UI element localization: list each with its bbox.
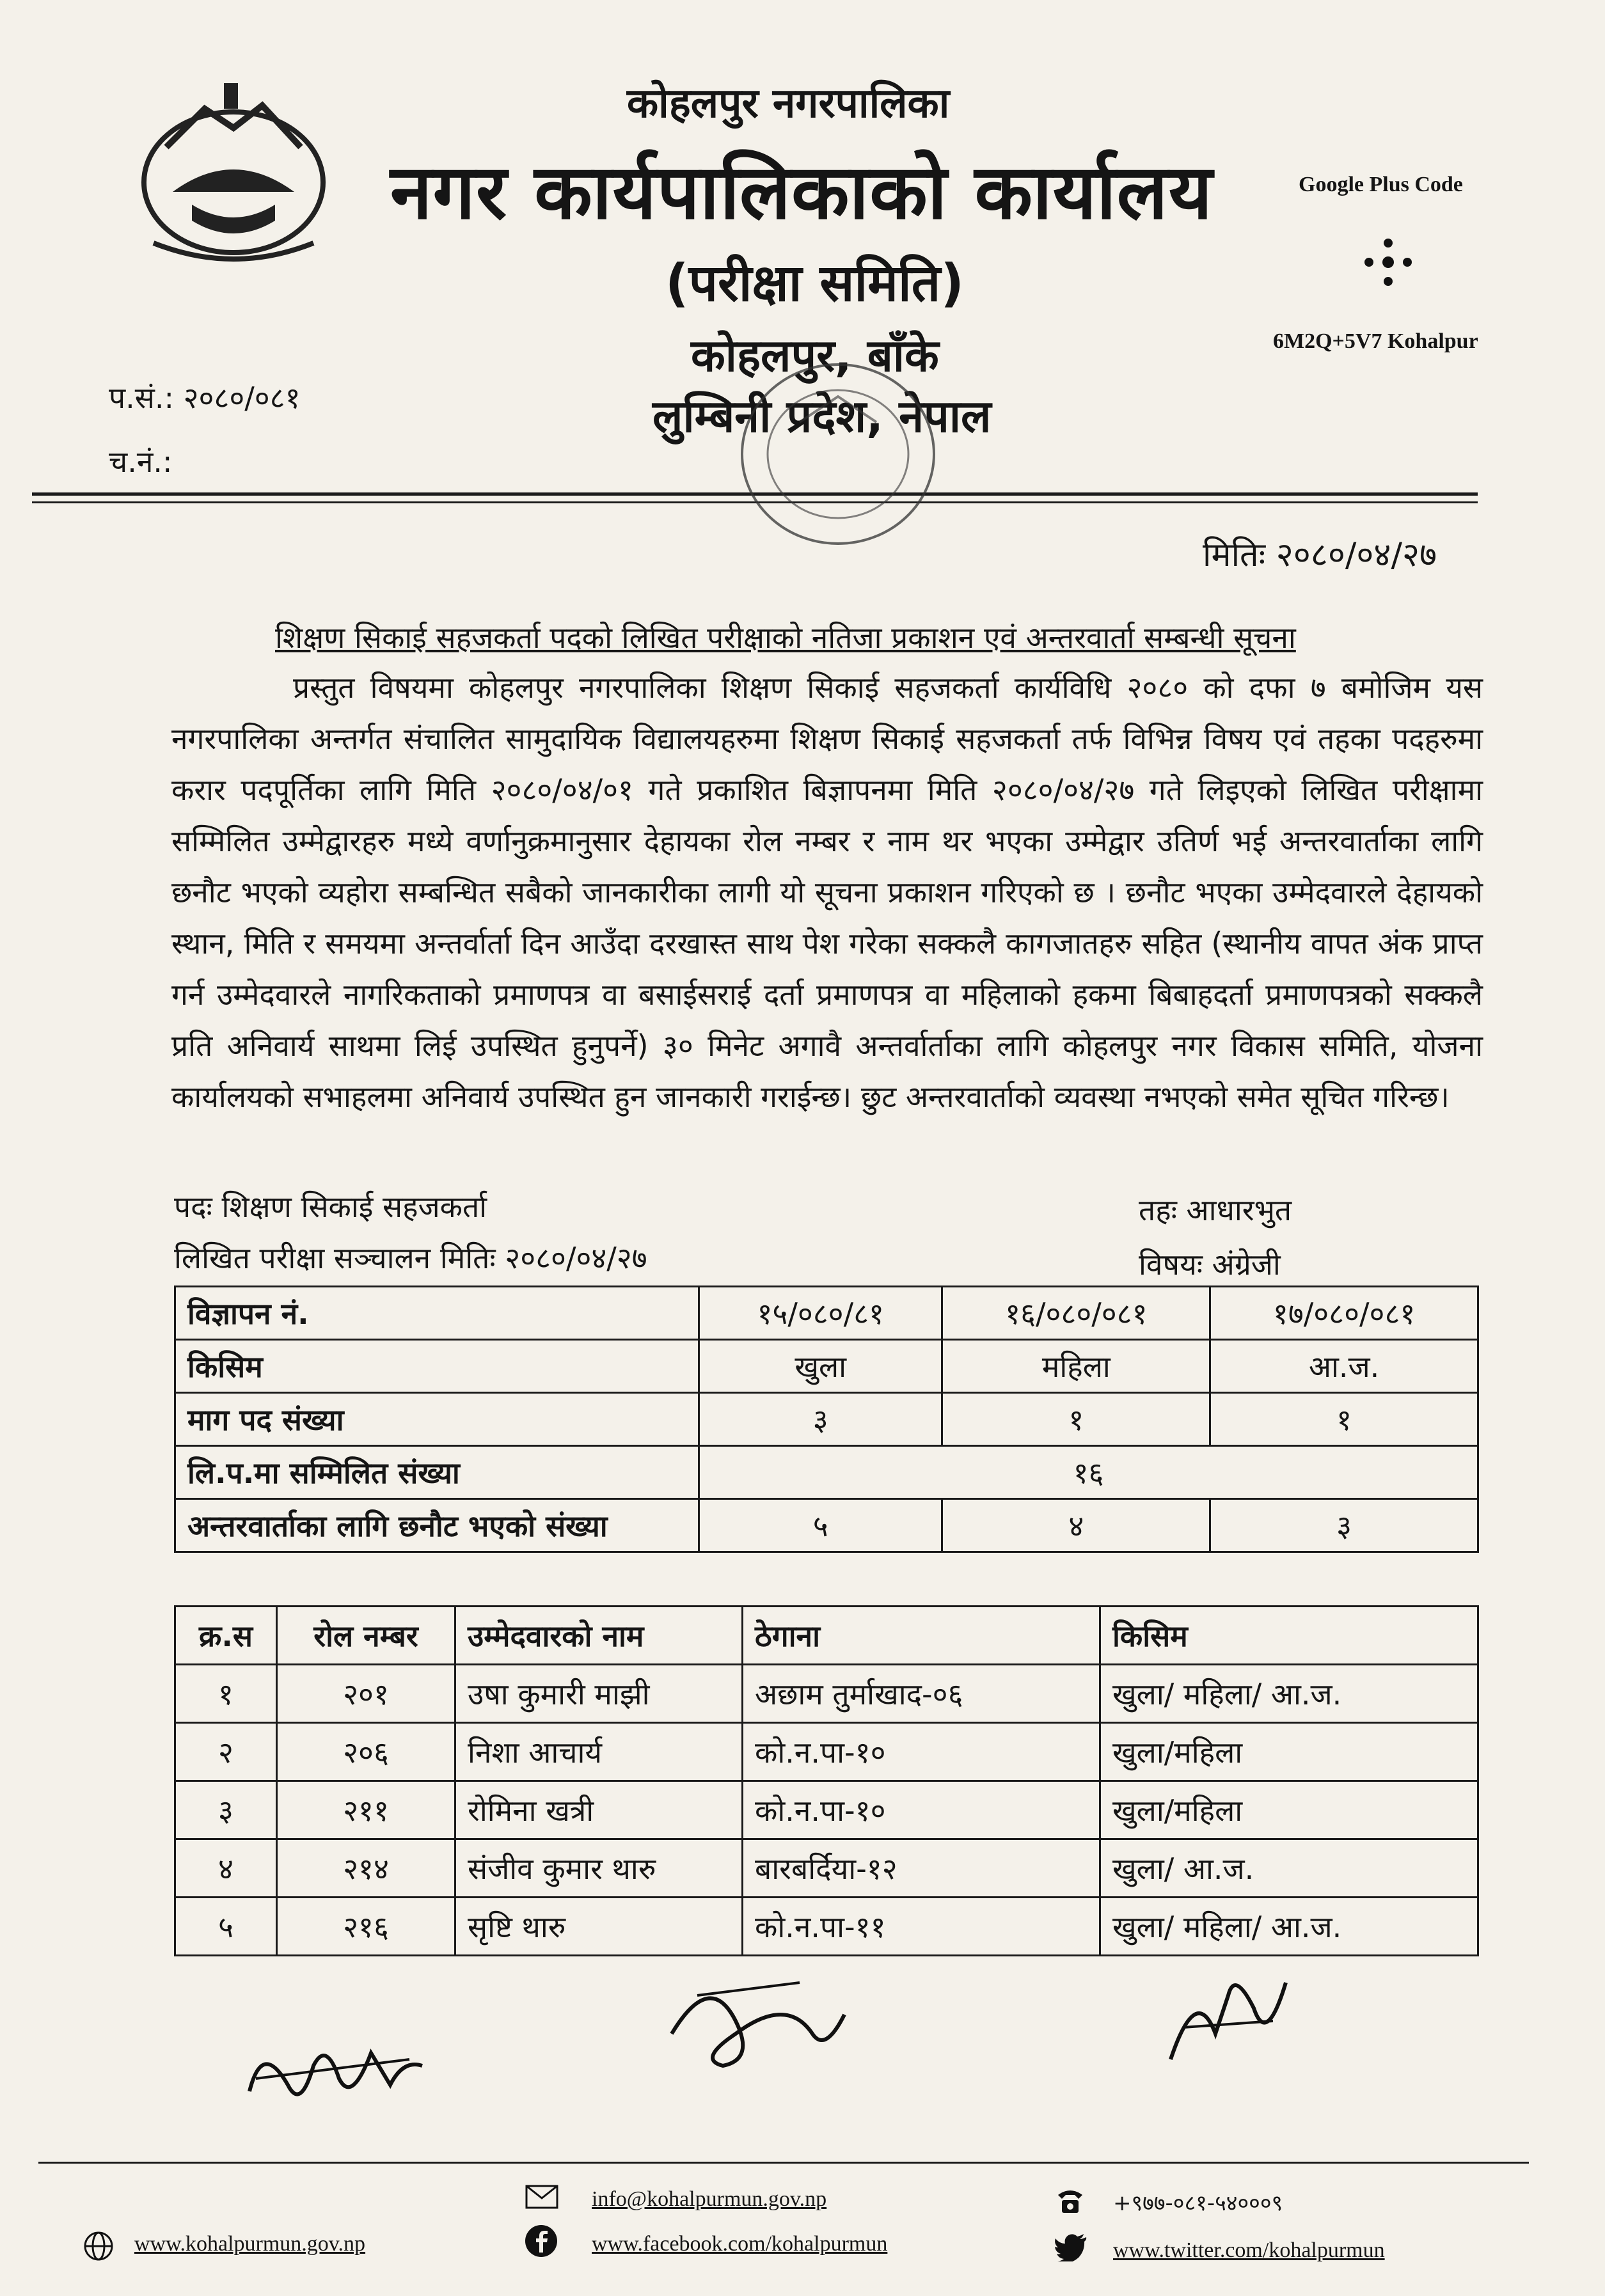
table-cell: संजीव कुमार थारु (455, 1839, 743, 1898)
exam-date-label: लिखित परीक्षा सञ्चालन मितिः २०८०/०४/२७ (174, 1241, 647, 1275)
plus-code-icon (1356, 237, 1420, 288)
table-cell: अन्तरवार्ताका लागि छनौट भएको संख्या (175, 1499, 699, 1552)
table-cell: को.न.पा-१० (743, 1781, 1100, 1839)
phone-icon (1056, 2186, 1085, 2214)
office-province: लुम्बिनी प्रदेश, नेपाल (652, 390, 992, 443)
table-cell: खुला/ महिला/ आ.ज. (1100, 1665, 1478, 1723)
table-row (175, 1393, 1478, 1446)
column-header: ठेगाना (743, 1607, 1100, 1665)
table-cell: रोमिना खत्री (455, 1781, 743, 1839)
nepal-emblem-logo (128, 70, 339, 275)
signature-1 (237, 2015, 429, 2117)
table-cell: खुला/महिला (1100, 1723, 1478, 1781)
table-cell: २०६ (277, 1723, 455, 1781)
phone-number: +९७७-०८१-५४०००९ (1113, 2190, 1283, 2216)
table-cell: २०१ (277, 1665, 455, 1723)
google-plus-code: 6M2Q+5V7 Kohalpur (1273, 329, 1478, 353)
notice-body (171, 662, 1483, 1122)
table-cell: को.न.पा-१० (743, 1723, 1100, 1781)
candidates-table (174, 1605, 1479, 1956)
committee-name: (परीक्षा समिति) (665, 253, 964, 313)
table-cell: लि.प.मा सम्मिलित संख्या (175, 1446, 699, 1499)
table-cell: २१६ (277, 1898, 455, 1956)
table-cell: १६/०८०/०८१ (942, 1287, 1210, 1340)
table-cell: ३ (1210, 1499, 1478, 1552)
table-cell: अछाम तुर्माखाद-०६ (743, 1665, 1100, 1723)
table-cell: ३ (175, 1781, 277, 1839)
table-row (175, 1287, 1478, 1340)
table-header-row (175, 1607, 1478, 1665)
table-cell: खुला (699, 1340, 942, 1393)
subject-label: विषयः अंग्रेजी (1139, 1247, 1281, 1282)
column-header: क्र.स (175, 1607, 277, 1665)
table-cell: ३ (699, 1393, 942, 1446)
table-row (175, 1665, 1478, 1723)
table-row (175, 1340, 1478, 1393)
table-cell: ४ (942, 1499, 1210, 1552)
table-cell: २११ (277, 1781, 455, 1839)
website-link[interactable]: www.kohalpurmun.gov.np (134, 2232, 366, 2256)
issue-date: मितिः २०८०/०४/२७ (1203, 536, 1437, 574)
column-header: उम्मेदवारको नाम (455, 1607, 743, 1665)
table-cell: ४ (175, 1839, 277, 1898)
office-place: कोहलपुर, बाँके (691, 329, 939, 382)
globe-icon (83, 2231, 114, 2261)
twitter-icon (1054, 2233, 1087, 2261)
facebook-icon (525, 2224, 558, 2258)
office-stamp (723, 345, 953, 556)
table-cell: निशा आचार्य (455, 1723, 743, 1781)
signature-3 (1158, 1957, 1299, 2085)
table-row (175, 1898, 1478, 1956)
table-cell: महिला (942, 1340, 1210, 1393)
level-label: तहः आधारभुत (1139, 1193, 1292, 1227)
dispatch-number: च.नं.: (109, 444, 173, 479)
table-cell: १५/०८०/८१ (699, 1287, 942, 1340)
table-cell: खुला/ आ.ज. (1100, 1839, 1478, 1898)
table-cell: माग पद संख्या (175, 1393, 699, 1446)
table-cell: १ (942, 1393, 1210, 1446)
table-cell: खुला/ महिला/ आ.ज. (1100, 1898, 1478, 1956)
column-header: किसिम (1100, 1607, 1478, 1665)
table-row (175, 1499, 1478, 1552)
google-plus-code-label: Google Plus Code (1299, 173, 1463, 196)
notice-title: शिक्षण सिकाई सहजकर्ता पदको लिखित परीक्षाको नतिजा प्रकाशन एवं अन्तरवार्ता सम्बन्धी सूचना (275, 620, 1296, 655)
table-cell: २१४ (277, 1839, 455, 1898)
table-cell: खुला/महिला (1100, 1781, 1478, 1839)
twitter-link[interactable]: www.twitter.com/kohalpurmun (1113, 2238, 1385, 2262)
table-cell: उषा कुमारी माझी (455, 1665, 743, 1723)
table-cell: विज्ञापन नं. (175, 1287, 699, 1340)
notice-body-text: प्रस्तुत विषयमा कोहलपुर नगरपालिका शिक्षण सिकाई सहजकर्ता कार्यविधि २०८० को दफा ७ बमोजिम यस नगरपालिका अन्तर्गत संचालित सामुदायिक विद्यालयहरुमा शिक्षण सिकाई सहजकर्ता तर्फ विभिन्न विषय एवं तहका पदहरुमा करार पदपूर्तिका लागि मिति २०८०/०४/०१ गते प्रकाशित बिज्ञापनमा मिति २०८०/०४/२७ गते लिइएको लिखित परीक्षामा सम्मिलित उम्मेद्वारहरु मध्ये वर्णानुक्रमानुसार देहायका रोल नम्बर र नाम थर भएका उम्मेद्वार उतिर्ण भई अन्तरवार्ताका लागि छनौट भएको व्यहोरा सम्बन्धित सबैको जानकारीका लागी यो सूचना प्रकाशन गरिएको छ । छनौट भएका उम्मेदवारले देहायको स्थान, मिति र समयमा अन्तर्वार्ता दिन आउँदा दरखास्त साथ पेश गरेका सक्कलै कागजातहरु सहित (स्थानीय वापत अंक प्राप्त गर्न उम्मेदवारले नागरिकताको प्रमाणपत्र वा बसाईसराई दर्ता प्रमाणपत्र वा महिलाको हकमा बिबाहदर्ता प्रमाणपत्रको सक्कलै प्रति अनिवार्य साथमा लिई उपस्थित हुनुपर्ने) ३० मिनेट अगावै अन्तर्वार्ताका लागि कोहलपुर नगर विकास समिति, योजना कार्यालयको सभाहलमा अनिवार्य उपस्थित हुन जानकारी गराईन्छ। छुट अन्तरवार्ताको व्यवस्था नभएको समेत सूचित गरिन्छ। (171, 670, 1483, 1114)
table-cell: ५ (699, 1499, 942, 1552)
municipality-name: कोहलपुर नगरपालिका (627, 80, 950, 127)
table-cell: १६ (699, 1446, 1478, 1499)
table-cell: बारबर्दिया-१२ (743, 1839, 1100, 1898)
table-cell: आ.ज. (1210, 1340, 1478, 1393)
table-cell: किसिम (175, 1340, 699, 1393)
table-cell: २ (175, 1723, 277, 1781)
table-cell: १ (1210, 1393, 1478, 1446)
table-cell: सृष्टि थारु (455, 1898, 743, 1956)
post-label: पदः शिक्षण सिकाई सहजकर्ता (174, 1190, 487, 1224)
table-cell: १ (175, 1665, 277, 1723)
office-title: नगर कार्यपालिकाको कार्यालय (390, 148, 1214, 236)
table-row (175, 1781, 1478, 1839)
signature-2 (659, 1957, 851, 2085)
table-cell: ५ (175, 1898, 277, 1956)
table-cell: को.न.पा-११ (743, 1898, 1100, 1956)
table-row (175, 1839, 1478, 1898)
summary-table (174, 1286, 1479, 1553)
mail-icon (525, 2184, 559, 2210)
table-row (175, 1446, 1478, 1499)
footer-divider (38, 2162, 1529, 2164)
reference-number: प.सं.: २०८०/०८१ (109, 381, 301, 415)
table-row (175, 1723, 1478, 1781)
facebook-link[interactable]: www.facebook.com/kohalpurmun (592, 2232, 888, 2256)
column-header: रोल नम्बर (277, 1607, 455, 1665)
table-cell: १७/०८०/०८१ (1210, 1287, 1478, 1340)
email-link[interactable]: info@kohalpurmun.gov.np (592, 2187, 827, 2211)
